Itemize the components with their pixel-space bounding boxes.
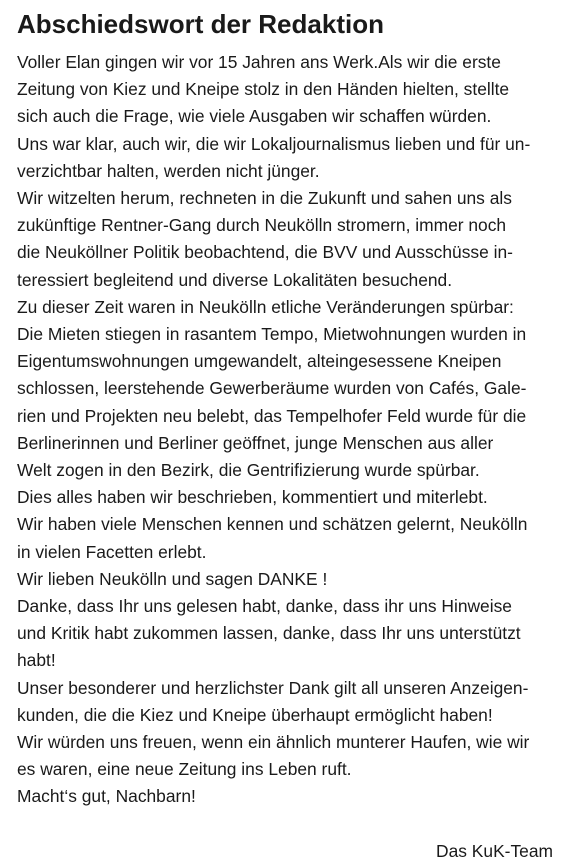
text-line: Danke, dass Ihr uns gelesen habt, danke, dass ihr uns Hinweise <box>17 596 512 617</box>
text-line: teressiert begleitend und diverse Lokalitäten besuchend. <box>17 269 453 290</box>
text-line: kunden, die die Kiez und Kneipe überhaupt ermöglicht haben! <box>17 704 493 725</box>
text-line: Macht‘s gut, Nachbarn! <box>17 786 196 807</box>
text-line: Berlinerinnen und Berliner geöffnet, junge Menschen aus aller <box>17 432 494 453</box>
text-line: zukünftige Rentner-Gang durch Neukölln stromern, immer noch <box>17 215 507 236</box>
article-body <box>17 49 557 811</box>
article-headline: Abschiedswort der Redaktion <box>17 9 384 39</box>
text-line: Wir lieben Neukölln und sagen DANKE ! <box>17 568 328 589</box>
text-line: Die Mieten stiegen in rasantem Tempo, Mietwohnungen wurden in <box>17 324 527 345</box>
text-line: Zu dieser Zeit waren in Neukölln etliche Veränderungen spürbar: <box>17 296 514 317</box>
text-line: Wir witzelten herum, rechneten in die Zukunft und sahen uns als <box>17 188 512 209</box>
text-line: Zeitung von Kiez und Kneipe stolz in den Händen hielten, stellte <box>17 79 510 100</box>
text-line: sich auch die Frage, wie viele Ausgaben wir schaffen würden. <box>17 106 492 127</box>
text-line: Wir haben viele Menschen kennen und schätzen gelernt, Neukölln <box>17 514 528 535</box>
text-line: Voller Elan gingen wir vor 15 Jahren ans Werk.Als wir die erste <box>17 52 501 72</box>
text-line: und Kritik habt zukommen lassen, danke, dass Ihr uns unterstützt <box>17 623 521 644</box>
text-line: habt! <box>17 650 56 671</box>
text-line: schlossen, leerstehende Gewerberäume wurden von Cafés, Gale- <box>17 378 527 399</box>
text-line: rien und Projekten neu belebt, das Tempelhofer Feld wurde für die <box>17 405 527 426</box>
text-line: Wir würden uns freuen, wenn ein ähnlich munterer Haufen, wie wir <box>17 732 530 753</box>
text-line: Eigentumswohnungen umgewandelt, alteingesessene Kneipen <box>17 351 502 372</box>
text-line: verzichtbar halten, werden nicht jünger. <box>17 160 320 181</box>
text-line: die Neuköllner Politik beobachtend, die BVV und Ausschüsse in- <box>17 242 513 263</box>
text-line: es waren, eine neue Zeitung ins Leben ruft. <box>17 759 352 780</box>
article-signature: Das KuK-Team <box>436 841 553 861</box>
article <box>17 7 557 811</box>
text-line: Uns war klar, auch wir, die wir Lokaljournalismus lieben und für un- <box>17 133 531 154</box>
text-line: Unser besonderer und herzlichster Dank gilt all unseren Anzeigen- <box>17 677 529 698</box>
text-line: Welt zogen in den Bezirk, die Gentrifizierung wurde spürbar. <box>17 460 480 481</box>
text-line: in vielen Facetten erlebt. <box>17 541 207 562</box>
text-line: Dies alles haben wir beschrieben, kommentiert und miterlebt. <box>17 487 488 508</box>
